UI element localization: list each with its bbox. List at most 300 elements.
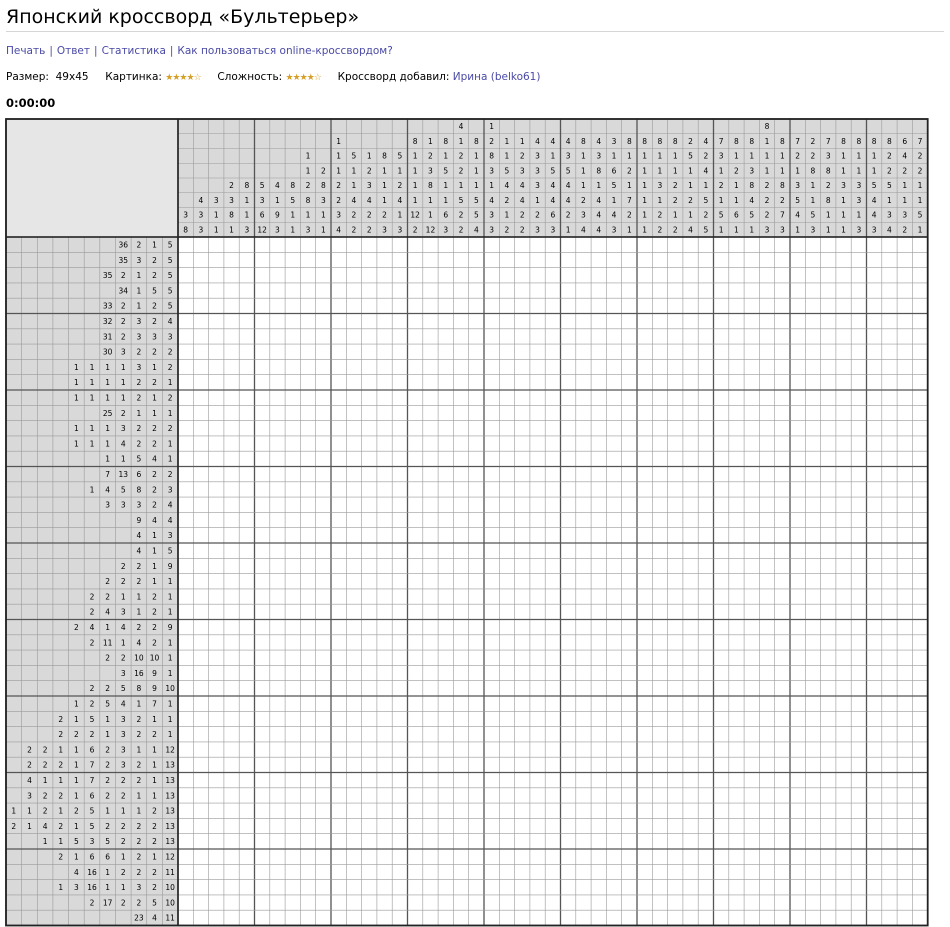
row-clue-number[interactable]: 2 [152, 607, 157, 617]
column-clue-number[interactable]: 2 [764, 210, 770, 220]
row-clue-number[interactable]: 1 [136, 286, 142, 296]
column-clue-number[interactable]: 1 [244, 195, 250, 205]
row-clue-number[interactable]: 2 [136, 577, 142, 587]
column-clue-number[interactable]: 4 [871, 195, 877, 205]
row-clue-number[interactable]: 1 [136, 592, 142, 602]
row-clue-number[interactable]: 10 [134, 653, 144, 663]
row-clue-number[interactable]: 2 [136, 424, 142, 434]
row-clue-number[interactable]: 33 [102, 301, 113, 311]
row-clue-number[interactable]: 4 [136, 531, 142, 541]
row-clue-number[interactable]: 2 [42, 745, 48, 755]
row-clue-number[interactable]: 2 [120, 332, 126, 342]
row-clue-number[interactable]: 4 [105, 607, 111, 617]
row-clue-number[interactable]: 1 [73, 378, 79, 388]
row-clue-number[interactable]: 4 [167, 515, 173, 525]
column-clue-number[interactable]: 8 [825, 166, 831, 176]
row-clue-number[interactable]: 10 [165, 684, 175, 694]
column-clue-number[interactable]: 2 [764, 195, 770, 205]
row-clue-number[interactable]: 1 [152, 791, 157, 801]
column-clue-number[interactable]: 4 [887, 225, 892, 235]
column-clue-number[interactable]: 5 [887, 181, 892, 191]
row-clue-number[interactable]: 3 [167, 531, 173, 541]
column-clue-number[interactable]: 1 [642, 151, 648, 161]
column-clue-number[interactable]: 1 [305, 210, 311, 220]
column-clue-number[interactable]: 1 [535, 195, 540, 205]
column-clue-number[interactable]: 8 [244, 181, 250, 191]
row-clue-number[interactable]: 2 [136, 393, 142, 403]
row-clue-number[interactable]: 1 [105, 622, 111, 632]
row-clue-number[interactable]: 1 [120, 638, 126, 648]
row-clue-number[interactable]: 25 [102, 408, 113, 418]
column-clue-number[interactable]: 1 [657, 151, 663, 161]
column-clue-number[interactable]: 3 [519, 166, 525, 176]
row-clue-number[interactable]: 1 [11, 806, 17, 816]
row-clue-number[interactable]: 2 [152, 867, 157, 877]
column-clue-number[interactable]: 4 [688, 225, 693, 235]
column-clue-number[interactable]: 8 [672, 136, 678, 146]
row-clue-number[interactable]: 1 [58, 745, 64, 755]
row-clue-number[interactable]: 2 [152, 821, 157, 831]
column-clue-number[interactable]: 2 [504, 225, 510, 235]
column-clue-number[interactable]: 2 [917, 166, 923, 176]
column-clue-number[interactable]: 6 [443, 210, 449, 220]
column-clue-number[interactable]: 8 [473, 136, 479, 146]
column-clue-number[interactable]: 1 [428, 195, 433, 205]
column-clue-number[interactable]: 4 [596, 195, 602, 205]
row-clue-number[interactable]: 5 [105, 837, 111, 847]
column-clue-number[interactable]: 4 [902, 151, 908, 161]
column-clue-number[interactable]: 2 [657, 210, 663, 220]
column-clue-number[interactable]: 1 [336, 166, 342, 176]
row-clue-number[interactable]: 32 [102, 316, 113, 326]
column-clue-number[interactable]: 3 [428, 166, 433, 176]
column-clue-number[interactable]: 3 [198, 225, 204, 235]
column-clue-number[interactable]: 4 [519, 195, 525, 205]
row-clue-number[interactable]: 1 [167, 454, 173, 464]
row-clue-number[interactable]: 1 [120, 806, 126, 816]
row-clue-number[interactable]: 2 [152, 424, 157, 434]
column-clue-number[interactable]: 1 [412, 166, 418, 176]
column-clue-number[interactable]: 8 [825, 195, 831, 205]
row-clue-number[interactable]: 1 [120, 378, 126, 388]
column-clue-number[interactable]: 4 [871, 210, 877, 220]
column-clue-number[interactable]: 1 [412, 151, 418, 161]
row-clue-number[interactable]: 5 [89, 821, 95, 831]
column-clue-number[interactable]: 4 [596, 210, 602, 220]
column-clue-number[interactable]: 1 [856, 210, 862, 220]
row-clue-number[interactable]: 2 [58, 791, 64, 801]
row-clue-number[interactable]: 3 [120, 745, 126, 755]
column-clue-number[interactable]: 1 [473, 151, 479, 161]
column-clue-number[interactable]: 3 [581, 210, 586, 220]
row-clue-number[interactable]: 2 [120, 301, 126, 311]
row-clue-number[interactable]: 2 [136, 837, 142, 847]
row-clue-number[interactable]: 1 [89, 362, 95, 372]
column-clue-number[interactable]: 4 [550, 195, 556, 205]
column-clue-number[interactable]: 1 [504, 210, 510, 220]
row-clue-number[interactable]: 1 [167, 668, 173, 678]
row-clue-number[interactable]: 1 [58, 837, 64, 847]
row-clue-number[interactable]: 5 [89, 806, 95, 816]
column-clue-number[interactable]: 2 [320, 166, 326, 176]
column-clue-number[interactable]: 1 [305, 151, 311, 161]
row-clue-number[interactable]: 2 [105, 775, 111, 785]
column-clue-number[interactable]: 3 [871, 225, 877, 235]
column-clue-number[interactable]: 1 [336, 151, 342, 161]
row-clue-number[interactable]: 4 [89, 622, 95, 632]
row-clue-number[interactable]: 5 [167, 301, 173, 311]
row-clue-number[interactable]: 2 [120, 271, 126, 281]
row-clue-number[interactable]: 11 [165, 913, 175, 923]
row-clue-number[interactable]: 2 [27, 760, 32, 770]
column-clue-number[interactable]: 1 [841, 151, 846, 161]
column-clue-number[interactable]: 1 [749, 151, 755, 161]
column-clue-number[interactable]: 2 [902, 166, 908, 176]
column-clue-number[interactable]: 2 [810, 151, 816, 161]
column-clue-number[interactable]: 4 [749, 195, 755, 205]
column-clue-number[interactable]: 8 [428, 181, 433, 191]
row-clue-number[interactable]: 1 [152, 362, 157, 372]
column-clue-number[interactable]: 7 [825, 136, 831, 146]
row-clue-number[interactable]: 5 [120, 684, 126, 694]
column-clue-number[interactable]: 1 [596, 181, 602, 191]
column-clue-number[interactable]: 3 [565, 151, 571, 161]
column-clue-number[interactable]: 2 [718, 181, 724, 191]
row-clue-number[interactable]: 1 [136, 607, 142, 617]
row-clue-number[interactable]: 2 [120, 577, 126, 587]
column-clue-number[interactable]: 5 [688, 151, 693, 161]
row-clue-number[interactable]: 1 [136, 271, 142, 281]
row-clue-number[interactable]: 2 [167, 347, 173, 357]
column-clue-number[interactable]: 5 [473, 210, 479, 220]
row-clue-number[interactable]: 2 [152, 485, 157, 495]
row-clue-number[interactable]: 17 [102, 898, 113, 908]
column-clue-number[interactable]: 5 [550, 166, 556, 176]
column-clue-number[interactable]: 1 [718, 225, 724, 235]
row-clue-number[interactable]: 1 [152, 760, 157, 770]
row-clue-number[interactable]: 3 [136, 332, 142, 342]
column-clue-number[interactable]: 2 [351, 210, 357, 220]
column-clue-number[interactable]: 1 [642, 210, 648, 220]
column-clue-number[interactable]: 1 [841, 195, 846, 205]
column-clue-number[interactable]: 4 [458, 122, 464, 132]
column-clue-number[interactable]: 4 [596, 136, 602, 146]
row-clue-number[interactable]: 1 [167, 592, 173, 602]
row-clue-number[interactable]: 12 [165, 852, 175, 862]
column-clue-number[interactable]: 1 [290, 210, 296, 220]
row-clue-number[interactable]: 1 [105, 883, 111, 893]
column-clue-number[interactable]: 3 [764, 225, 770, 235]
row-clue-number[interactable]: 1 [120, 883, 126, 893]
column-clue-number[interactable]: 1 [902, 181, 908, 191]
row-clue-number[interactable]: 1 [167, 638, 173, 648]
column-clue-number[interactable]: 8 [596, 166, 602, 176]
column-clue-number[interactable]: 8 [382, 151, 387, 161]
row-clue-number[interactable]: 1 [167, 577, 173, 587]
column-clue-number[interactable]: 3 [535, 181, 540, 191]
row-clue-number[interactable]: 2 [120, 408, 126, 418]
row-clue-number[interactable]: 12 [165, 745, 175, 755]
column-clue-number[interactable]: 5 [473, 195, 479, 205]
row-clue-number[interactable]: 1 [42, 775, 48, 785]
column-clue-number[interactable]: 1 [412, 181, 418, 191]
row-clue-number[interactable]: 1 [152, 546, 157, 556]
row-clue-number[interactable]: 7 [105, 469, 111, 479]
row-clue-number[interactable]: 2 [58, 714, 64, 724]
row-clue-number[interactable]: 2 [89, 898, 95, 908]
row-clue-number[interactable]: 5 [152, 286, 157, 296]
column-clue-number[interactable]: 1 [489, 181, 495, 191]
row-clue-number[interactable]: 2 [120, 775, 126, 785]
row-clue-number[interactable]: 2 [58, 821, 64, 831]
column-clue-number[interactable]: 3 [198, 210, 204, 220]
row-clue-number[interactable]: 2 [120, 837, 126, 847]
column-clue-number[interactable]: 7 [917, 136, 923, 146]
column-clue-number[interactable]: 3 [244, 225, 250, 235]
column-clue-number[interactable]: 1 [489, 122, 495, 132]
row-clue-number[interactable]: 1 [120, 454, 126, 464]
row-clue-number[interactable]: 2 [105, 684, 111, 694]
row-clue-number[interactable]: 2 [136, 714, 142, 724]
column-clue-number[interactable]: 1 [871, 151, 877, 161]
row-clue-number[interactable]: 6 [105, 852, 111, 862]
row-clue-number[interactable]: 16 [134, 668, 144, 678]
column-clue-number[interactable]: 8 [305, 195, 311, 205]
author-link[interactable]: Ирина (belko61) [452, 71, 541, 83]
column-clue-number[interactable]: 3 [382, 225, 387, 235]
row-clue-number[interactable]: 5 [73, 837, 79, 847]
row-clue-number[interactable]: 2 [136, 439, 142, 449]
row-clue-number[interactable]: 2 [89, 607, 95, 617]
row-clue-number[interactable]: 1 [105, 393, 111, 403]
column-clue-number[interactable]: 2 [489, 136, 495, 146]
column-clue-number[interactable]: 1 [320, 210, 326, 220]
column-clue-number[interactable]: 3 [902, 210, 908, 220]
row-clue-number[interactable]: 2 [42, 791, 48, 801]
row-clue-number[interactable]: 1 [73, 760, 79, 770]
column-clue-number[interactable]: 3 [213, 195, 219, 205]
row-clue-number[interactable]: 2 [167, 393, 173, 403]
column-clue-number[interactable]: 1 [672, 151, 678, 161]
row-clue-number[interactable]: 1 [73, 424, 79, 434]
column-clue-number[interactable]: 1 [841, 210, 846, 220]
row-clue-number[interactable]: 1 [73, 699, 79, 709]
row-clue-number[interactable]: 9 [152, 668, 157, 678]
row-clue-number[interactable]: 9 [167, 561, 173, 571]
row-clue-number[interactable]: 2 [105, 577, 111, 587]
column-clue-number[interactable]: 3 [535, 166, 540, 176]
column-clue-number[interactable]: 1 [305, 166, 311, 176]
row-clue-number[interactable]: 1 [73, 791, 79, 801]
column-clue-number[interactable]: 1 [779, 166, 785, 176]
row-clue-number[interactable]: 1 [73, 439, 79, 449]
row-clue-number[interactable]: 2 [136, 622, 142, 632]
column-clue-number[interactable]: 5 [397, 151, 403, 161]
column-clue-number[interactable]: 1 [504, 151, 510, 161]
column-clue-number[interactable]: 7 [626, 195, 632, 205]
row-clue-number[interactable]: 4 [42, 821, 48, 831]
row-clue-number[interactable]: 9 [167, 622, 173, 632]
column-clue-number[interactable]: 1 [382, 166, 387, 176]
column-clue-number[interactable]: 2 [672, 195, 678, 205]
column-clue-number[interactable]: 1 [734, 225, 739, 235]
row-clue-number[interactable]: 3 [136, 500, 142, 510]
column-clue-number[interactable]: 1 [581, 181, 586, 191]
column-clue-number[interactable]: 1 [917, 181, 923, 191]
row-clue-number[interactable]: 4 [27, 775, 32, 785]
row-clue-number[interactable]: 1 [89, 393, 95, 403]
row-clue-number[interactable]: 2 [73, 622, 79, 632]
column-clue-number[interactable]: 1 [351, 181, 357, 191]
row-clue-number[interactable]: 1 [152, 240, 157, 250]
column-clue-number[interactable]: 2 [366, 210, 372, 220]
row-clue-number[interactable]: 2 [105, 745, 111, 755]
row-clue-number[interactable]: 2 [89, 699, 95, 709]
column-clue-number[interactable]: 2 [703, 210, 709, 220]
print-link[interactable]: Печать [6, 45, 46, 57]
row-clue-number[interactable]: 2 [136, 240, 142, 250]
column-clue-number[interactable]: 3 [443, 225, 449, 235]
column-clue-number[interactable]: 8 [841, 136, 846, 146]
row-clue-number[interactable]: 9 [152, 684, 157, 694]
row-clue-number[interactable]: 1 [152, 745, 157, 755]
row-clue-number[interactable]: 2 [152, 730, 157, 740]
column-clue-number[interactable]: 2 [412, 225, 418, 235]
column-clue-number[interactable]: 1 [779, 151, 785, 161]
column-clue-number[interactable]: 1 [229, 225, 234, 235]
column-clue-number[interactable]: 2 [887, 166, 892, 176]
column-clue-number[interactable]: 1 [275, 195, 280, 205]
solve-grid[interactable] [178, 237, 928, 926]
column-clue-number[interactable]: 4 [275, 181, 280, 191]
column-clue-number[interactable]: 2 [626, 166, 632, 176]
row-clue-number[interactable]: 8 [136, 684, 142, 694]
row-clue-number[interactable]: 1 [120, 852, 126, 862]
column-clue-number[interactable]: 3 [259, 195, 265, 205]
column-clue-number[interactable]: 1 [382, 181, 387, 191]
column-clue-number[interactable]: 5 [871, 181, 877, 191]
row-clue-number[interactable]: 5 [152, 898, 157, 908]
column-clue-number[interactable]: 1 [688, 166, 693, 176]
column-clue-number[interactable]: 2 [779, 195, 785, 205]
column-clue-number[interactable]: 4 [473, 225, 479, 235]
row-clue-number[interactable]: 3 [27, 791, 32, 801]
row-clue-number[interactable]: 3 [167, 332, 173, 342]
column-clue-number[interactable]: 5 [259, 181, 265, 191]
row-clue-number[interactable]: 1 [73, 362, 79, 372]
row-clue-number[interactable]: 2 [136, 561, 142, 571]
column-clue-number[interactable]: 3 [366, 181, 372, 191]
row-clue-number[interactable]: 11 [165, 867, 175, 877]
row-clue-number[interactable]: 3 [89, 837, 95, 847]
row-clue-number[interactable]: 2 [58, 852, 64, 862]
column-clue-number[interactable]: 1 [290, 225, 296, 235]
row-clue-number[interactable]: 4 [73, 867, 79, 877]
column-clue-number[interactable]: 1 [428, 136, 433, 146]
row-clue-number[interactable]: 2 [152, 316, 157, 326]
column-clue-number[interactable]: 1 [213, 210, 219, 220]
row-clue-number[interactable]: 16 [87, 883, 97, 893]
row-clue-number[interactable]: 2 [152, 837, 157, 847]
row-clue-number[interactable]: 1 [120, 362, 126, 372]
column-clue-number[interactable]: 3 [749, 166, 755, 176]
column-clue-number[interactable]: 8 [642, 136, 648, 146]
row-clue-number[interactable]: 1 [105, 714, 111, 724]
statistics-link[interactable]: Статистика [101, 45, 166, 57]
column-clue-number[interactable]: 1 [626, 151, 632, 161]
row-clue-number[interactable]: 2 [152, 500, 157, 510]
row-clue-number[interactable]: 10 [149, 653, 160, 663]
column-clue-number[interactable]: 1 [473, 166, 479, 176]
column-clue-number[interactable]: 1 [856, 151, 862, 161]
row-clue-number[interactable]: 1 [105, 806, 111, 816]
row-clue-number[interactable]: 23 [134, 913, 144, 923]
row-clue-number[interactable]: 2 [136, 378, 142, 388]
column-clue-number[interactable]: 1 [688, 210, 693, 220]
column-clue-number[interactable]: 4 [397, 195, 403, 205]
column-clue-number[interactable]: 1 [642, 166, 648, 176]
column-clue-number[interactable]: 3 [596, 151, 602, 161]
row-clue-number[interactable]: 2 [167, 424, 173, 434]
column-clue-number[interactable]: 1 [642, 195, 648, 205]
column-clue-number[interactable]: 12 [425, 225, 436, 235]
column-clue-number[interactable]: 5 [611, 181, 617, 191]
column-clue-number[interactable]: 2 [305, 181, 311, 191]
column-clue-number[interactable]: 1 [626, 181, 632, 191]
column-clue-number[interactable]: 3 [856, 195, 862, 205]
row-clue-number[interactable]: 1 [152, 531, 157, 541]
column-clue-number[interactable]: 1 [917, 195, 923, 205]
row-clue-number[interactable]: 16 [87, 867, 97, 877]
row-clue-number[interactable]: 2 [120, 561, 126, 571]
column-clue-number[interactable]: 5 [810, 210, 816, 220]
column-clue-number[interactable]: 2 [535, 210, 540, 220]
row-clue-number[interactable]: 3 [120, 424, 126, 434]
column-clue-number[interactable]: 3 [856, 181, 862, 191]
row-clue-number[interactable]: 1 [120, 393, 126, 403]
row-clue-number[interactable]: 5 [89, 714, 95, 724]
row-clue-number[interactable]: 35 [102, 271, 113, 281]
row-clue-number[interactable]: 2 [152, 378, 157, 388]
row-clue-number[interactable]: 2 [152, 271, 157, 281]
row-clue-number[interactable]: 3 [136, 255, 142, 265]
column-clue-number[interactable]: 1 [611, 151, 617, 161]
column-clue-number[interactable]: 1 [688, 181, 693, 191]
row-clue-number[interactable]: 2 [89, 730, 95, 740]
column-clue-number[interactable]: 4 [351, 195, 357, 205]
row-clue-number[interactable]: 1 [73, 714, 79, 724]
row-clue-number[interactable]: 1 [167, 378, 173, 388]
column-clue-number[interactable]: 3 [183, 210, 189, 220]
column-clue-number[interactable]: 5 [351, 151, 357, 161]
column-clue-number[interactable]: 1 [244, 210, 250, 220]
row-clue-number[interactable]: 4 [152, 913, 157, 923]
row-clue-number[interactable]: 2 [58, 760, 64, 770]
row-clue-number[interactable]: 1 [73, 821, 79, 831]
column-clue-number[interactable]: 7 [795, 136, 801, 146]
column-clue-number[interactable]: 2 [795, 151, 801, 161]
row-clue-number[interactable]: 35 [118, 255, 129, 265]
row-clue-number[interactable]: 4 [152, 454, 157, 464]
column-clue-number[interactable]: 8 [229, 210, 234, 220]
row-clue-number[interactable]: 7 [89, 760, 95, 770]
column-clue-number[interactable]: 2 [336, 195, 342, 205]
column-clue-number[interactable]: 1 [825, 210, 831, 220]
column-clue-number[interactable]: 3 [535, 151, 540, 161]
column-clue-number[interactable]: 1 [718, 166, 724, 176]
answer-link[interactable]: Ответ [56, 45, 91, 57]
row-clue-number[interactable]: 2 [136, 852, 142, 862]
